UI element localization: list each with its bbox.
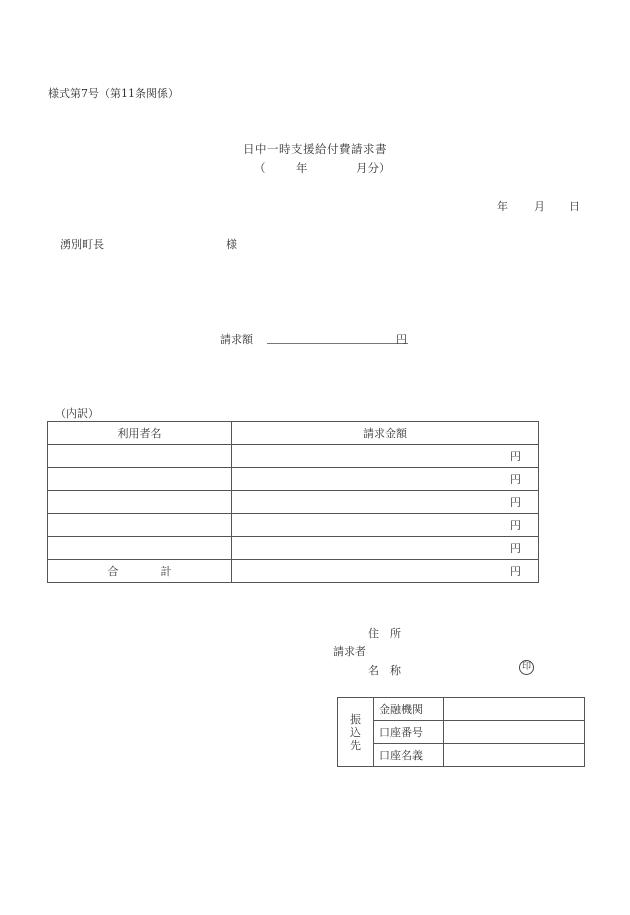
breakdown-table xyxy=(47,421,539,583)
bank-row xyxy=(338,721,585,744)
date-year-label: 年 xyxy=(497,200,508,213)
amount-unit: 円 xyxy=(510,496,521,509)
account-number-label: 口座番号 xyxy=(374,721,444,744)
table-row xyxy=(48,514,539,537)
amount-unit: 円 xyxy=(510,473,521,486)
period-open-paren: （ xyxy=(254,161,266,175)
bank-transfer-table xyxy=(337,697,585,767)
table-header-row xyxy=(48,422,539,445)
amount-cell[interactable] xyxy=(232,468,539,491)
account-holder-label: 口座名義 xyxy=(374,744,444,767)
period-year-label: 年 xyxy=(296,161,308,175)
transfer-label-char: 込 xyxy=(350,725,361,739)
form-number: 様式第7号（第11条関係） xyxy=(48,87,179,100)
address-label: 住 所 xyxy=(368,627,401,640)
table-row xyxy=(48,537,539,560)
account-number-field[interactable] xyxy=(444,721,585,744)
total-amount-unit: 円 xyxy=(510,565,521,578)
date-day-label: 日 xyxy=(569,200,580,213)
claim-amount-field[interactable] xyxy=(267,343,408,344)
transfer-label-char: 振 xyxy=(350,712,361,726)
name-label: 名 称 xyxy=(368,664,401,677)
amount-unit: 円 xyxy=(510,519,521,532)
billing-period xyxy=(254,160,391,176)
user-name-cell[interactable] xyxy=(48,537,232,560)
table-row xyxy=(48,445,539,468)
amount-cell[interactable] xyxy=(232,537,539,560)
amount-unit: 円 xyxy=(510,542,521,555)
amount-unit: 円 xyxy=(510,450,521,463)
user-name-cell[interactable] xyxy=(48,514,232,537)
amount-cell[interactable] xyxy=(232,445,539,468)
total-amount-cell[interactable] xyxy=(232,560,539,583)
bank-name-label: 金融機関 xyxy=(374,698,444,721)
user-name-cell[interactable] xyxy=(48,445,232,468)
total-label-part-1: 合 xyxy=(107,565,119,578)
user-name-cell[interactable] xyxy=(48,468,232,491)
account-holder-field[interactable] xyxy=(444,744,585,767)
amount-cell[interactable] xyxy=(232,514,539,537)
transfer-label-char: 先 xyxy=(350,738,361,752)
bank-row xyxy=(338,698,585,721)
period-month-label: 月分） xyxy=(356,161,391,175)
claim-currency: 円 xyxy=(396,333,407,346)
document-title: 日中一時支援給付費請求書 xyxy=(243,142,387,156)
seal-icon: 印 xyxy=(519,660,534,675)
column-header-user: 利用者名 xyxy=(48,422,232,445)
document-date xyxy=(497,198,587,214)
breakdown-caption: （内訳） xyxy=(55,407,99,420)
user-name-cell[interactable] xyxy=(48,491,232,514)
total-row xyxy=(48,560,539,583)
bank-row xyxy=(338,744,585,767)
addressee: 湧別町長 xyxy=(60,238,104,251)
total-label-part-2: 計 xyxy=(160,565,172,578)
transfer-destination-label xyxy=(338,698,374,767)
honorific: 様 xyxy=(226,238,237,251)
claimant-label: 請求者 xyxy=(333,645,366,658)
date-month-label: 月 xyxy=(534,200,545,213)
table-row xyxy=(48,468,539,491)
claim-amount-label: 請求額 xyxy=(220,333,253,346)
total-label xyxy=(48,560,232,583)
table-row xyxy=(48,491,539,514)
bank-name-field[interactable] xyxy=(444,698,585,721)
amount-cell[interactable] xyxy=(232,491,539,514)
column-header-amount: 請求金額 xyxy=(232,422,539,445)
